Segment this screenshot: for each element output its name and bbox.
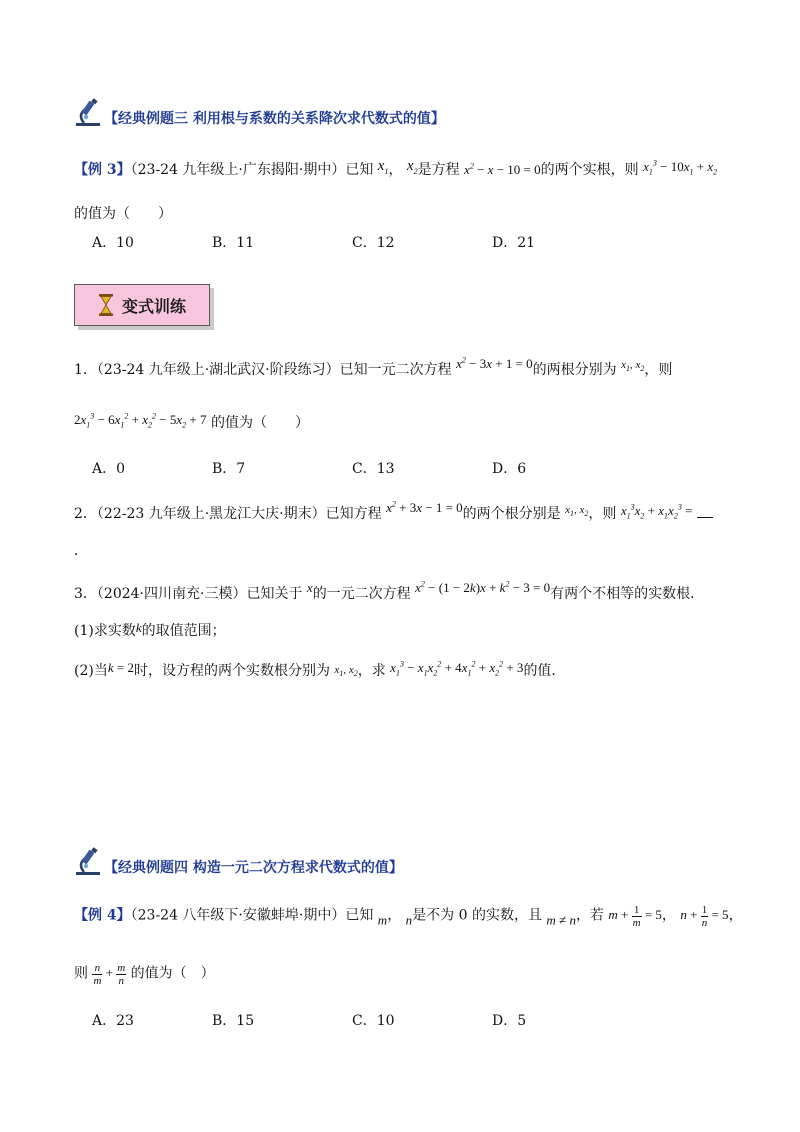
expression: $2x_1^3 - 6x_1^2 + x_2^2 - 5x_2 + 7$ — [74, 411, 207, 430]
choice-d: D．5 — [492, 1013, 527, 1029]
choice-a: A．0 — [92, 461, 126, 477]
equation: $x^2 - 3x + 1 = 0$ — [456, 355, 533, 371]
equation: m + $\frac{1}{m}$ = 5 — [608, 904, 662, 929]
question-2-line1: 2．（22-23 九年级上·黑龙江大庆·期末）已知方程 $x^2 + 3x - 1 = 0$的两个根分别是 $^{x_1, x_2}$，则 $x_1^3x_2 + x_1x_2^3$ = — [74, 500, 713, 523]
microscope-icon — [74, 98, 102, 128]
choice-c: C．13 — [352, 461, 395, 477]
choice-d: D．6 — [492, 461, 527, 477]
choice-c: C．10 — [352, 1013, 395, 1029]
example-4-line2: 则 $\frac{n}{m}$ + $\frac{m}{n}$ 的值为（ ） — [74, 962, 215, 987]
section-heading-4: 【经典例题四 构造一元二次方程求代数式的值】 — [104, 860, 403, 876]
choice-a: A．23 — [92, 1013, 134, 1029]
expression: $\frac{n}{m}$ + $\frac{m}{n}$ — [93, 962, 126, 987]
practice-banner — [74, 284, 210, 326]
equation: $x^2 - x - 10 = 0$ — [464, 161, 541, 177]
choice-d: D．21 — [492, 235, 536, 251]
question-2-end: ． — [74, 543, 88, 559]
choice-b: B．11 — [212, 235, 255, 251]
choice-b: B．15 — [212, 1013, 255, 1029]
equation: n + $\frac{1}{n}$ = 5 — [680, 904, 729, 929]
example-tag: 【例 4】 — [74, 907, 131, 924]
example-3-line2: 的值为（ ） — [74, 206, 172, 222]
example-3-line1: 【例 3】（23-24 九年级上·广东揭阳·期中）已知 $x_1$， $x_2$是方程 $x^2 - x - 10 = 0$的两个实根，则 $x_1^3 - 10x_1 + x_2$ — [74, 158, 718, 178]
microscope-icon — [74, 847, 102, 877]
banner-label: 变式训练 — [121, 296, 186, 316]
expression: $x_1^3 - 10x_1 + x_2$ — [643, 158, 718, 177]
section-heading-3: 【经典例题三 利用根与系数的关系降次求代数式的值】 — [104, 111, 445, 127]
example-4-line1: 【例 4】（23-24 八年级下·安徽蚌埠·期中）已知 m， n是不为 0 的实数，且 m ≠ n，若 m + $\frac{1}{m}$ = 5， n + $\frac{1}{n}$ = 5， — [74, 904, 743, 929]
choice-a: A．10 — [92, 235, 134, 251]
example-tag: 【例 3】 — [74, 162, 131, 178]
expression: $x_1^3 - x_1x_2^2 + 4x_1^2 + x_2^2 + 3$ — [390, 659, 524, 678]
choice-c: C．12 — [352, 235, 395, 251]
choice-b: B．7 — [212, 461, 246, 477]
question-3-part1: (1)求实数k的取值范围； — [74, 620, 226, 639]
question-1-line1: 1．（23-24 九年级上·湖北武汉·阶段练习）已知一元二次方程 $x^2 - 3x + 1 = 0$的两根分别为 $^{x_1, x_2}$，则 — [74, 355, 673, 378]
question-1-line2: $2x_1^3 - 6x_1^2 + x_2^2 - 5x_2 + 7$ 的值为（ ） — [74, 411, 309, 431]
question-3-line1: 3．（2024·四川南充·三模）已知关于 x的一元二次方程 $x^2 - (1 - 2k)x + k^2 - 3 = 0$有两个不相等的实数根． — [74, 579, 705, 602]
answer-blank[interactable] — [697, 507, 713, 518]
equation: $x^2 - (1 - 2k)x + k^2 - 3 = 0$ — [415, 579, 551, 595]
equation: $x^2 + 3x - 1 = 0$ — [386, 499, 463, 515]
expression: $x_1^3x_2 + x_1x_2^3$ = — [620, 502, 693, 521]
question-3-part2: (2)当k = 2时，设方程的两个实数根分别为 $x_1$, $x_2$，求 $x_1^3 - x_1x_2^2 + 4x_1^2 + x_2^2 + 3$的值． — [74, 659, 566, 679]
hourglass-icon — [98, 294, 114, 316]
